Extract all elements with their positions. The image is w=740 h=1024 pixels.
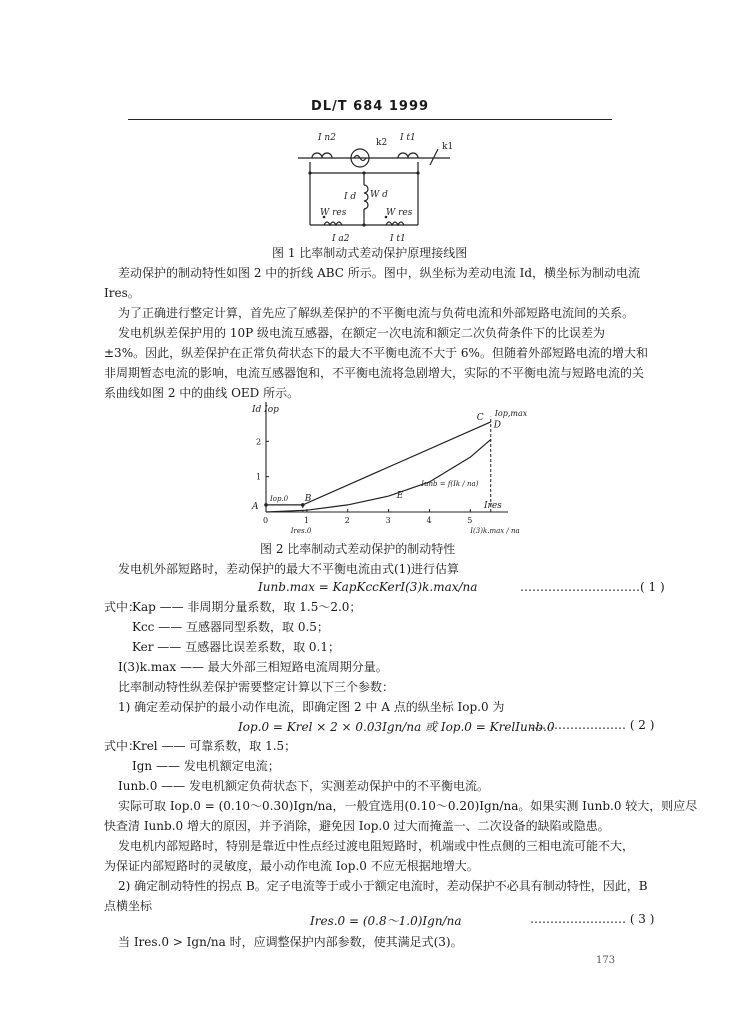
paragraph-a-line-1: 实际可取 Iop.0 = (0.10～0.30)Ign/na，一般宜选用(0.10～0.20)Ign/na。如果实测 Iunb.0 较大，则应尽: [118, 799, 698, 813]
paragraph-3-line-3: 非周期暂态电流的影响，电流互感器饱和，不平衡电流将急剧增大，实际的不平衡电流与短路电流的关: [104, 366, 645, 380]
params-step-2-line-2: 点横坐标: [104, 899, 153, 913]
paragraph-1-line-1: 差动保护的制动特性如图 2 中的折线 ABC 所示。图中，纵坐标为差动电流 Id，横坐标为制动电流: [118, 266, 641, 280]
label-a: A: [252, 501, 259, 512]
where-label-2: 式中：: [104, 739, 141, 753]
label-w-res-left: W res: [320, 208, 347, 218]
where2-item-1: Krel —— 可靠系数，取 1.5；: [132, 739, 297, 753]
label-k1: k1: [442, 142, 454, 152]
x-tick-label-0: 0: [263, 516, 269, 525]
figure2-caption: 图 2 比率制动式差动保护的制动特性: [260, 542, 456, 556]
label-iunb: Iunb = f(Ik / na): [421, 479, 479, 488]
figure1-wiring-diagram: [290, 125, 480, 245]
label-iop0: Iop.0: [270, 494, 289, 503]
paragraph-b-line-1: 发电机内部短路时，特别是靠近中性点经过渡电阻短路时，机端或中性点侧的三相电流可能不大，: [118, 839, 635, 853]
params-step-1: 1) 确定差动保护的最小动作电流，即确定图 2 中 A 点的纵坐标 Iop.0 为: [118, 700, 505, 714]
chart-ylabel: Id Iop: [252, 405, 279, 415]
formula-3: Ires.0 = (0.8～1.0)Ign/na: [310, 914, 462, 928]
where-item-2: Kcc —— 互感器同型系数，取 0.5；: [132, 620, 329, 634]
equation-number-2: …………………… ( 2 ): [530, 718, 655, 732]
equation-number-3: …………………… ( 3 ): [530, 912, 655, 926]
label-i-n2: I n2: [318, 133, 336, 143]
params-last: 当 Ires.0 > Ign/na 时，应调整保护内部参数，使其满足式(3)。: [118, 935, 463, 949]
label-i-t1: I t1: [400, 133, 416, 143]
x-tick-label-1: 1: [303, 516, 309, 525]
estimate-intro: 发电机外部短路时，差动保护的最大不平衡电流由式(1)进行估算: [118, 562, 460, 576]
label-w-d: W d: [370, 190, 388, 200]
params-intro: 比率制动特性纵差保护需要整定计算以下三个参数：: [118, 680, 395, 694]
label-e: E: [396, 491, 404, 502]
label-d: D: [493, 420, 501, 431]
label-k2: k2: [376, 138, 388, 148]
label-iop-max: Iop,max: [494, 408, 528, 418]
label-ikmax: I(3)k.max / na: [470, 527, 520, 535]
paragraph-1-line-2: Ires。: [104, 286, 140, 300]
x-tick-label-4: 4: [426, 516, 432, 525]
formula-1: Iunb.max = KapKccKerI(3)k.max/na: [258, 580, 478, 594]
where-item-4: I(3)k.max —— 最大外部三相短路电流周期分量。: [118, 660, 388, 674]
header-rule: [128, 119, 612, 120]
paragraph-b-line-2: 为保证内部短路时的灵敏度，最小动作电流 Iop.0 不应无根据地增大。: [104, 859, 479, 873]
where-item-1: Kap —— 非周期分量系数，取 1.5～2.0；: [132, 600, 362, 614]
x-tick-label-2: 2: [344, 516, 350, 525]
params-step-2-line-1: 2) 确定制动特性的拐点 B。定子电流等于或小于额定电流时，差动保护不必具有制动特性，因此，B: [118, 879, 648, 893]
where-item-3: Ker —— 互感器比误差系数，取 0.1；: [132, 640, 341, 654]
x-tick-label-5: 5: [467, 516, 473, 525]
paragraph-3-line-2: ±3%。因此，纵差保护在正常负荷状态下的最大不平衡电流不大于 6%。但随着外部短路电流的增大和: [104, 346, 648, 360]
point-a: [264, 503, 268, 507]
paragraph-2: 为了正确进行整定计算，首先应了解纵差保护的不平衡电流与负荷电流和外部短路电流间的关系。: [118, 306, 635, 320]
paragraph-a-line-2: 快查清 Iunb.0 增大的原因，并予消除，避免因 Iop.0 过大而掩盖一、二次设备的缺陷或隐患。: [104, 819, 610, 833]
paragraph-3-line-4: 系曲线如图 2 中的曲线 OED 所示。: [104, 386, 300, 400]
label-i-t2: I t1: [390, 234, 406, 244]
where2-item-2: Ign —— 发电机额定电流；: [132, 759, 280, 773]
x-tick-label-3: 3: [385, 516, 391, 525]
label-i-d: I d: [344, 192, 357, 202]
label-b: B: [304, 493, 312, 504]
figure1-caption: 图 1 比率制动式差动保护原理接线图: [272, 246, 468, 260]
document-header: DL/T 684 1999: [310, 99, 430, 114]
where2-item-3: Iunb.0 —— 发电机额定负荷状态下，实测差动保护中的不平衡电流。: [118, 779, 489, 793]
y-tick-label-1: 2: [256, 437, 262, 447]
series-abc-line: [266, 422, 491, 505]
label-w-res-right: W res: [386, 208, 413, 218]
series-oed-line: [266, 440, 491, 512]
chart-xlabel: Ires: [484, 501, 502, 511]
label-i-a2: I a2: [332, 234, 350, 244]
paragraph-3-line-1: 发电机纵差保护用的 10P 级电流互感器，在额定一次电流和额定二次负荷条件下的比误差为: [118, 326, 605, 340]
figure2-chart: [248, 396, 528, 536]
page-number: 173: [596, 955, 616, 966]
label-c: C: [476, 412, 484, 423]
label-ires0: Ires.0: [290, 527, 312, 535]
where-label-1: 式中：: [104, 600, 141, 614]
equation-number-1: …………………………( 1 ): [520, 580, 665, 594]
formula-2: Iop.0 = Krel × 2 × 0.03Ign/na 或 Iop.0 = KrelIunb.0: [238, 720, 555, 734]
y-tick-label-0: 1: [256, 472, 262, 482]
